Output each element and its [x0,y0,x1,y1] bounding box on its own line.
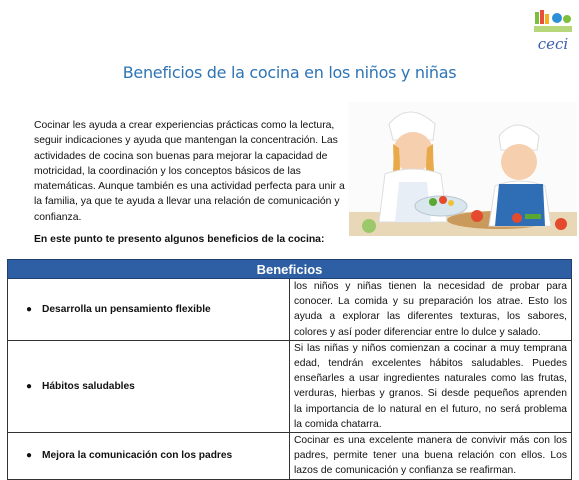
logo-text: ceci [537,35,569,53]
kids-cooking-photo [349,102,577,236]
benefit-description: los niños y niñas tienen la necesidad de probar para conocer. La comida y su preparación los atrae. Esto los ayuda a explorar las diferentes texturas, los sabores, colores y así poder diferenciar entre lo dulce y salado. [290,279,572,341]
ceci-logo-icon [531,6,575,54]
benefit-label: Mejora la comunicación con los padres [42,450,233,462]
bullet-icon: ● [26,380,33,392]
benefit-label-cell [8,340,290,432]
bullet-icon: ● [26,450,33,462]
table-row [8,433,572,480]
benefit-description: Si las niñas y niños comienzan a cocinar a muy temprana edad, tendrán excelentes hábitos saludables. Puedes enseñarles a usar ingredientes naturales como las frutas, verduras, hierbas y granos. Si desde pequeños aprenden la importancia de lo natural en el futuro, no será problema la comida chatarra. [290,340,572,432]
benefit-label: Hábitos saludables [42,380,135,392]
benefits-table [7,259,572,480]
benefit-label: Desarrolla un pensamiento flexible [42,303,211,315]
table-header: Beneficios [8,260,572,279]
table-row [8,279,572,341]
benefit-label-cell [8,433,290,480]
ceci-logo [531,6,575,54]
benefit-label-cell [8,279,290,341]
page-title: Beneficios de la cocina en los niños y niñas [122,63,457,82]
benefits-lead-text: En este punto te presento algunos beneficios de la cocina: [34,234,325,245]
intro-paragraph: Cocinar les ayuda a crear experiencias prácticas como la lectura, seguir indicaciones y ayuda que mantengan la concentración. Las actividades de cocina son buenas para mejorar la capacidad de motricidad, la coordinación y los conceptos básicos de las matemáticas. Aunque también es una actividad perfecta para unir a la familia, ya que te ayuda a llevar una relación de comunicación y confianza. [34,120,345,223]
table-row [8,340,572,432]
bullet-icon: ● [26,303,33,315]
benefit-description: Cocinar es una excelente manera de convivir más con los padres, permite tener una buena relación con ellos. Los lazos de comunicación y confianza se reafirman. [290,433,572,480]
